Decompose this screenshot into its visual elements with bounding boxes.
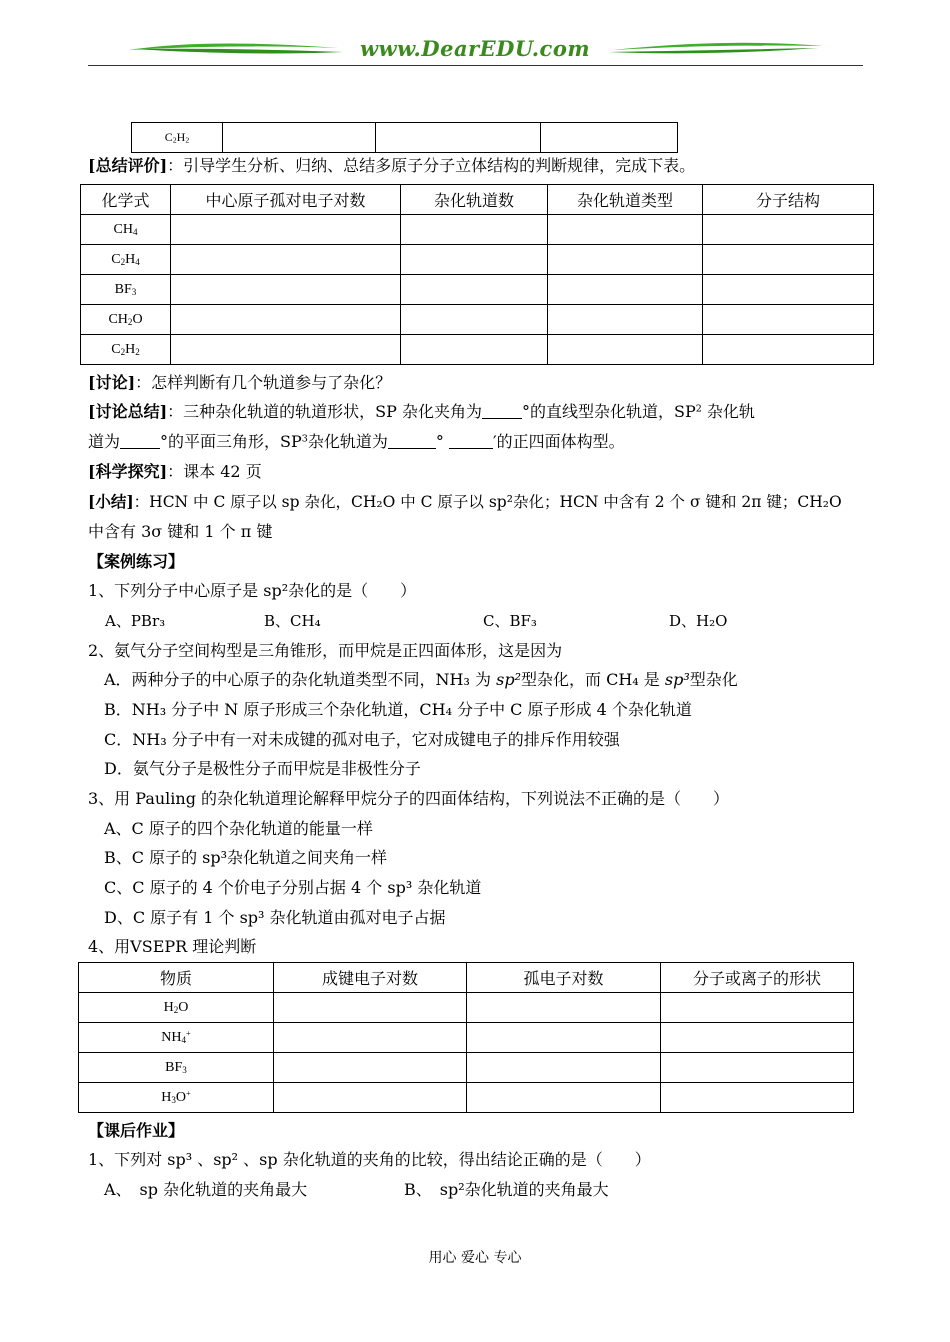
- discussion-text: ：怎样判断有几个轨道参与了杂化？: [135, 373, 392, 392]
- table-row: [79, 1053, 854, 1083]
- formula-cell: $H_2O$: [79, 993, 274, 1023]
- homework-option-a[interactable]: A、 sp 杂化轨道的夹角最大: [104, 1180, 308, 1199]
- formula-cell: $C_2H_4$: [81, 245, 171, 275]
- sp3-term: sp³: [664, 670, 690, 689]
- input-cell[interactable]: [661, 1083, 854, 1113]
- input-cell[interactable]: [548, 305, 703, 335]
- input-cell[interactable]: [274, 1053, 467, 1083]
- empty-cell: [223, 123, 376, 153]
- column-header: 中心原子孤对电子对数: [171, 185, 401, 215]
- fill-blank[interactable]: [388, 433, 436, 449]
- input-cell[interactable]: [401, 335, 548, 365]
- fill-blank[interactable]: [449, 433, 493, 449]
- question-1: 1、下列分子中心原子是 sp²杂化的是（ ）: [88, 581, 417, 600]
- input-cell[interactable]: [401, 245, 548, 275]
- input-cell[interactable]: [467, 1083, 661, 1113]
- question-2-option-c[interactable]: C．NH₃ 分子中有一对未成键的孤对电子，它对成键电子的排斥作用较强: [104, 730, 620, 749]
- formula-cell: $BF_3$: [79, 1053, 274, 1083]
- input-cell[interactable]: [401, 275, 548, 305]
- question-4: 4、用VSEPR 理论判断: [88, 937, 257, 956]
- text-span: °的直线型杂化轨道，SP: [521, 402, 696, 421]
- table-row: [81, 335, 874, 365]
- input-cell[interactable]: [274, 1083, 467, 1113]
- column-header: 分子或离子的形状: [661, 963, 854, 993]
- table-row: [132, 123, 678, 153]
- table-header-row: [81, 185, 874, 215]
- cases-heading: 【案例练习】: [88, 552, 185, 571]
- input-cell[interactable]: [548, 275, 703, 305]
- text-span: °: [435, 432, 444, 451]
- site-logo-text[interactable]: www.DearEDU.com: [359, 36, 591, 61]
- input-cell[interactable]: [401, 305, 548, 335]
- homework-option-b[interactable]: B、 sp²杂化轨道的夹角最大: [404, 1180, 609, 1199]
- input-cell[interactable]: [171, 245, 401, 275]
- conclusion-label: [小结]: [88, 492, 134, 511]
- question-3-option-b[interactable]: B、C 原子的 sp³杂化轨道之间夹角一样: [104, 848, 388, 867]
- fill-blank[interactable]: [120, 433, 160, 449]
- sp2-term: sp²: [496, 670, 521, 689]
- input-cell[interactable]: [703, 305, 874, 335]
- formula-cell: $CH_2O$: [81, 305, 171, 335]
- summary-label: [总结评价]: [88, 156, 168, 175]
- table-header-row: [79, 963, 854, 993]
- input-cell[interactable]: [467, 1023, 661, 1053]
- conclusion-line-2: 中含有 3σ 键和 1 个 π 键: [88, 522, 273, 541]
- input-cell[interactable]: [274, 1023, 467, 1053]
- question-2: 2、氨气分子空间构型是三角锥形，而甲烷是正四面体形，这是因为: [88, 641, 563, 660]
- question-2-option-a[interactable]: [104, 669, 738, 691]
- input-cell[interactable]: [703, 245, 874, 275]
- text-span: ：三种杂化轨道的轨道形状，SP 杂化夹角为: [167, 402, 482, 421]
- text-span: ′的正四面体构型。: [492, 432, 625, 451]
- table-row: [81, 305, 874, 335]
- input-cell[interactable]: [274, 993, 467, 1023]
- input-cell[interactable]: [171, 335, 401, 365]
- text-span: 杂化轨道为: [307, 432, 388, 451]
- formula-cell: $NH_4^+$: [79, 1023, 274, 1053]
- question-3-option-d[interactable]: D、C 原子有 1 个 sp³ 杂化轨道由孤对电子占据: [104, 908, 446, 927]
- homework-heading: 【课后作业】: [88, 1121, 185, 1140]
- input-cell[interactable]: [171, 215, 401, 245]
- formula-cell: [132, 123, 223, 153]
- table-row: [79, 1023, 854, 1053]
- text-span: A．两种分子的中心原子的杂化轨道类型不同，NH₃ 为: [104, 670, 497, 689]
- input-cell[interactable]: [401, 215, 548, 245]
- column-header: 杂化轨道类型: [548, 185, 703, 215]
- vsepr-table: [78, 962, 854, 1113]
- column-header: 孤电子对数: [467, 963, 661, 993]
- input-cell[interactable]: [703, 275, 874, 305]
- question-3-option-c[interactable]: C、C 原子的 4 个价电子分别占据 4 个 sp³ 杂化轨道: [104, 878, 482, 897]
- question-3: 3、用 Pauling 的杂化轨道理论解释甲烷分子的四面体结构，下列说法不正确的是（ ）: [88, 789, 730, 808]
- table-row: [81, 245, 874, 275]
- formula-cell: $C_2H_2$: [81, 335, 171, 365]
- discussion-summary-label: [讨论总结]: [88, 402, 168, 421]
- column-header: 分子结构: [703, 185, 874, 215]
- discussion-summary-line-1: [讨论总结]：三种杂化轨道的轨道形状，SP 杂化夹角为 °的直线型杂化轨道，$SP^2$ 杂化轨: [88, 402, 755, 421]
- input-cell[interactable]: [661, 993, 854, 1023]
- explore-line: [88, 461, 262, 483]
- column-header: 成键电子对数: [274, 963, 467, 993]
- option-a[interactable]: A、PBr₃: [105, 612, 166, 630]
- explore-text: ：课本 42 页: [167, 462, 262, 481]
- text-span: 杂化轨: [701, 402, 755, 421]
- option-c[interactable]: C、BF₃: [483, 612, 537, 630]
- text-span: °的平面三角形，SP: [160, 432, 302, 451]
- summary-text: ：引导学生分析、归纳、总结多原子分子立体结构的判断规律，完成下表。: [167, 156, 696, 175]
- hybridization-summary-table: [80, 184, 874, 365]
- discussion-label: [讨论]: [88, 373, 136, 392]
- fill-blank[interactable]: [482, 403, 522, 419]
- input-cell[interactable]: [548, 245, 703, 275]
- summary-line: [88, 155, 695, 177]
- input-cell[interactable]: [171, 275, 401, 305]
- input-cell[interactable]: [467, 993, 661, 1023]
- explore-label: [科学探究]: [88, 462, 168, 481]
- option-d[interactable]: D、H₂O: [669, 612, 728, 630]
- input-cell[interactable]: [703, 335, 874, 365]
- input-cell[interactable]: [661, 1023, 854, 1053]
- header-rule: [88, 65, 863, 66]
- empty-cell: [541, 123, 678, 153]
- input-cell[interactable]: [548, 215, 703, 245]
- discussion-line: [88, 372, 391, 394]
- text-span: 型杂化: [689, 670, 738, 689]
- question-2-option-d[interactable]: D．氨气分子是极性分子而甲烷是非极性分子: [104, 759, 421, 778]
- input-cell[interactable]: [703, 215, 874, 245]
- formula-cell: $CH_4$: [81, 215, 171, 245]
- homework-question-1: 1、下列对 sp³ 、sp² 、sp 杂化轨道的夹角的比较，得出结论正确的是（ ）: [88, 1150, 651, 1169]
- formula-cell: $H_3O^+$: [79, 1083, 274, 1113]
- column-header: 物质: [79, 963, 274, 993]
- input-cell[interactable]: [171, 305, 401, 335]
- column-header: 杂化轨道数: [401, 185, 548, 215]
- text-span: 道为: [88, 432, 121, 451]
- formula-c2h2: $C_2H_2$: [164, 130, 190, 145]
- column-header: 化学式: [81, 185, 171, 215]
- question-2-option-b[interactable]: B．NH₃ 分子中 N 原子形成三个杂化轨道，CH₄ 分子中 C 原子形成 4 个杂化轨道: [104, 700, 692, 719]
- text-span: 型杂化，而 CH₄ 是: [520, 670, 665, 689]
- input-cell[interactable]: [467, 1053, 661, 1083]
- input-cell[interactable]: [548, 335, 703, 365]
- discussion-summary-line-2: 道为 °的平面三角形，$SP^3$杂化轨道为 ° ′的正四面体构型。: [88, 432, 625, 451]
- footer-text: 用心 爱心 专心: [428, 1250, 522, 1266]
- question-3-option-a[interactable]: A、C 原子的四个杂化轨道的能量一样: [104, 819, 373, 838]
- formula-cell: $BF_3$: [81, 275, 171, 305]
- empty-cell: [376, 123, 541, 153]
- conclusion-line-1: [88, 491, 842, 513]
- table-row: [81, 275, 874, 305]
- table-row: [79, 1083, 854, 1113]
- table-row: [79, 993, 854, 1023]
- option-b[interactable]: B、CH₄: [264, 612, 321, 630]
- input-cell[interactable]: [661, 1053, 854, 1083]
- top-table-fragment: [131, 122, 678, 153]
- table-row: [81, 215, 874, 245]
- conclusion-text: ：HCN 中 C 原子以 sp 杂化，CH₂O 中 C 原子以 sp²杂化；HCN 中含有 2 个 σ 键和 2π 键；CH₂O: [133, 493, 842, 511]
